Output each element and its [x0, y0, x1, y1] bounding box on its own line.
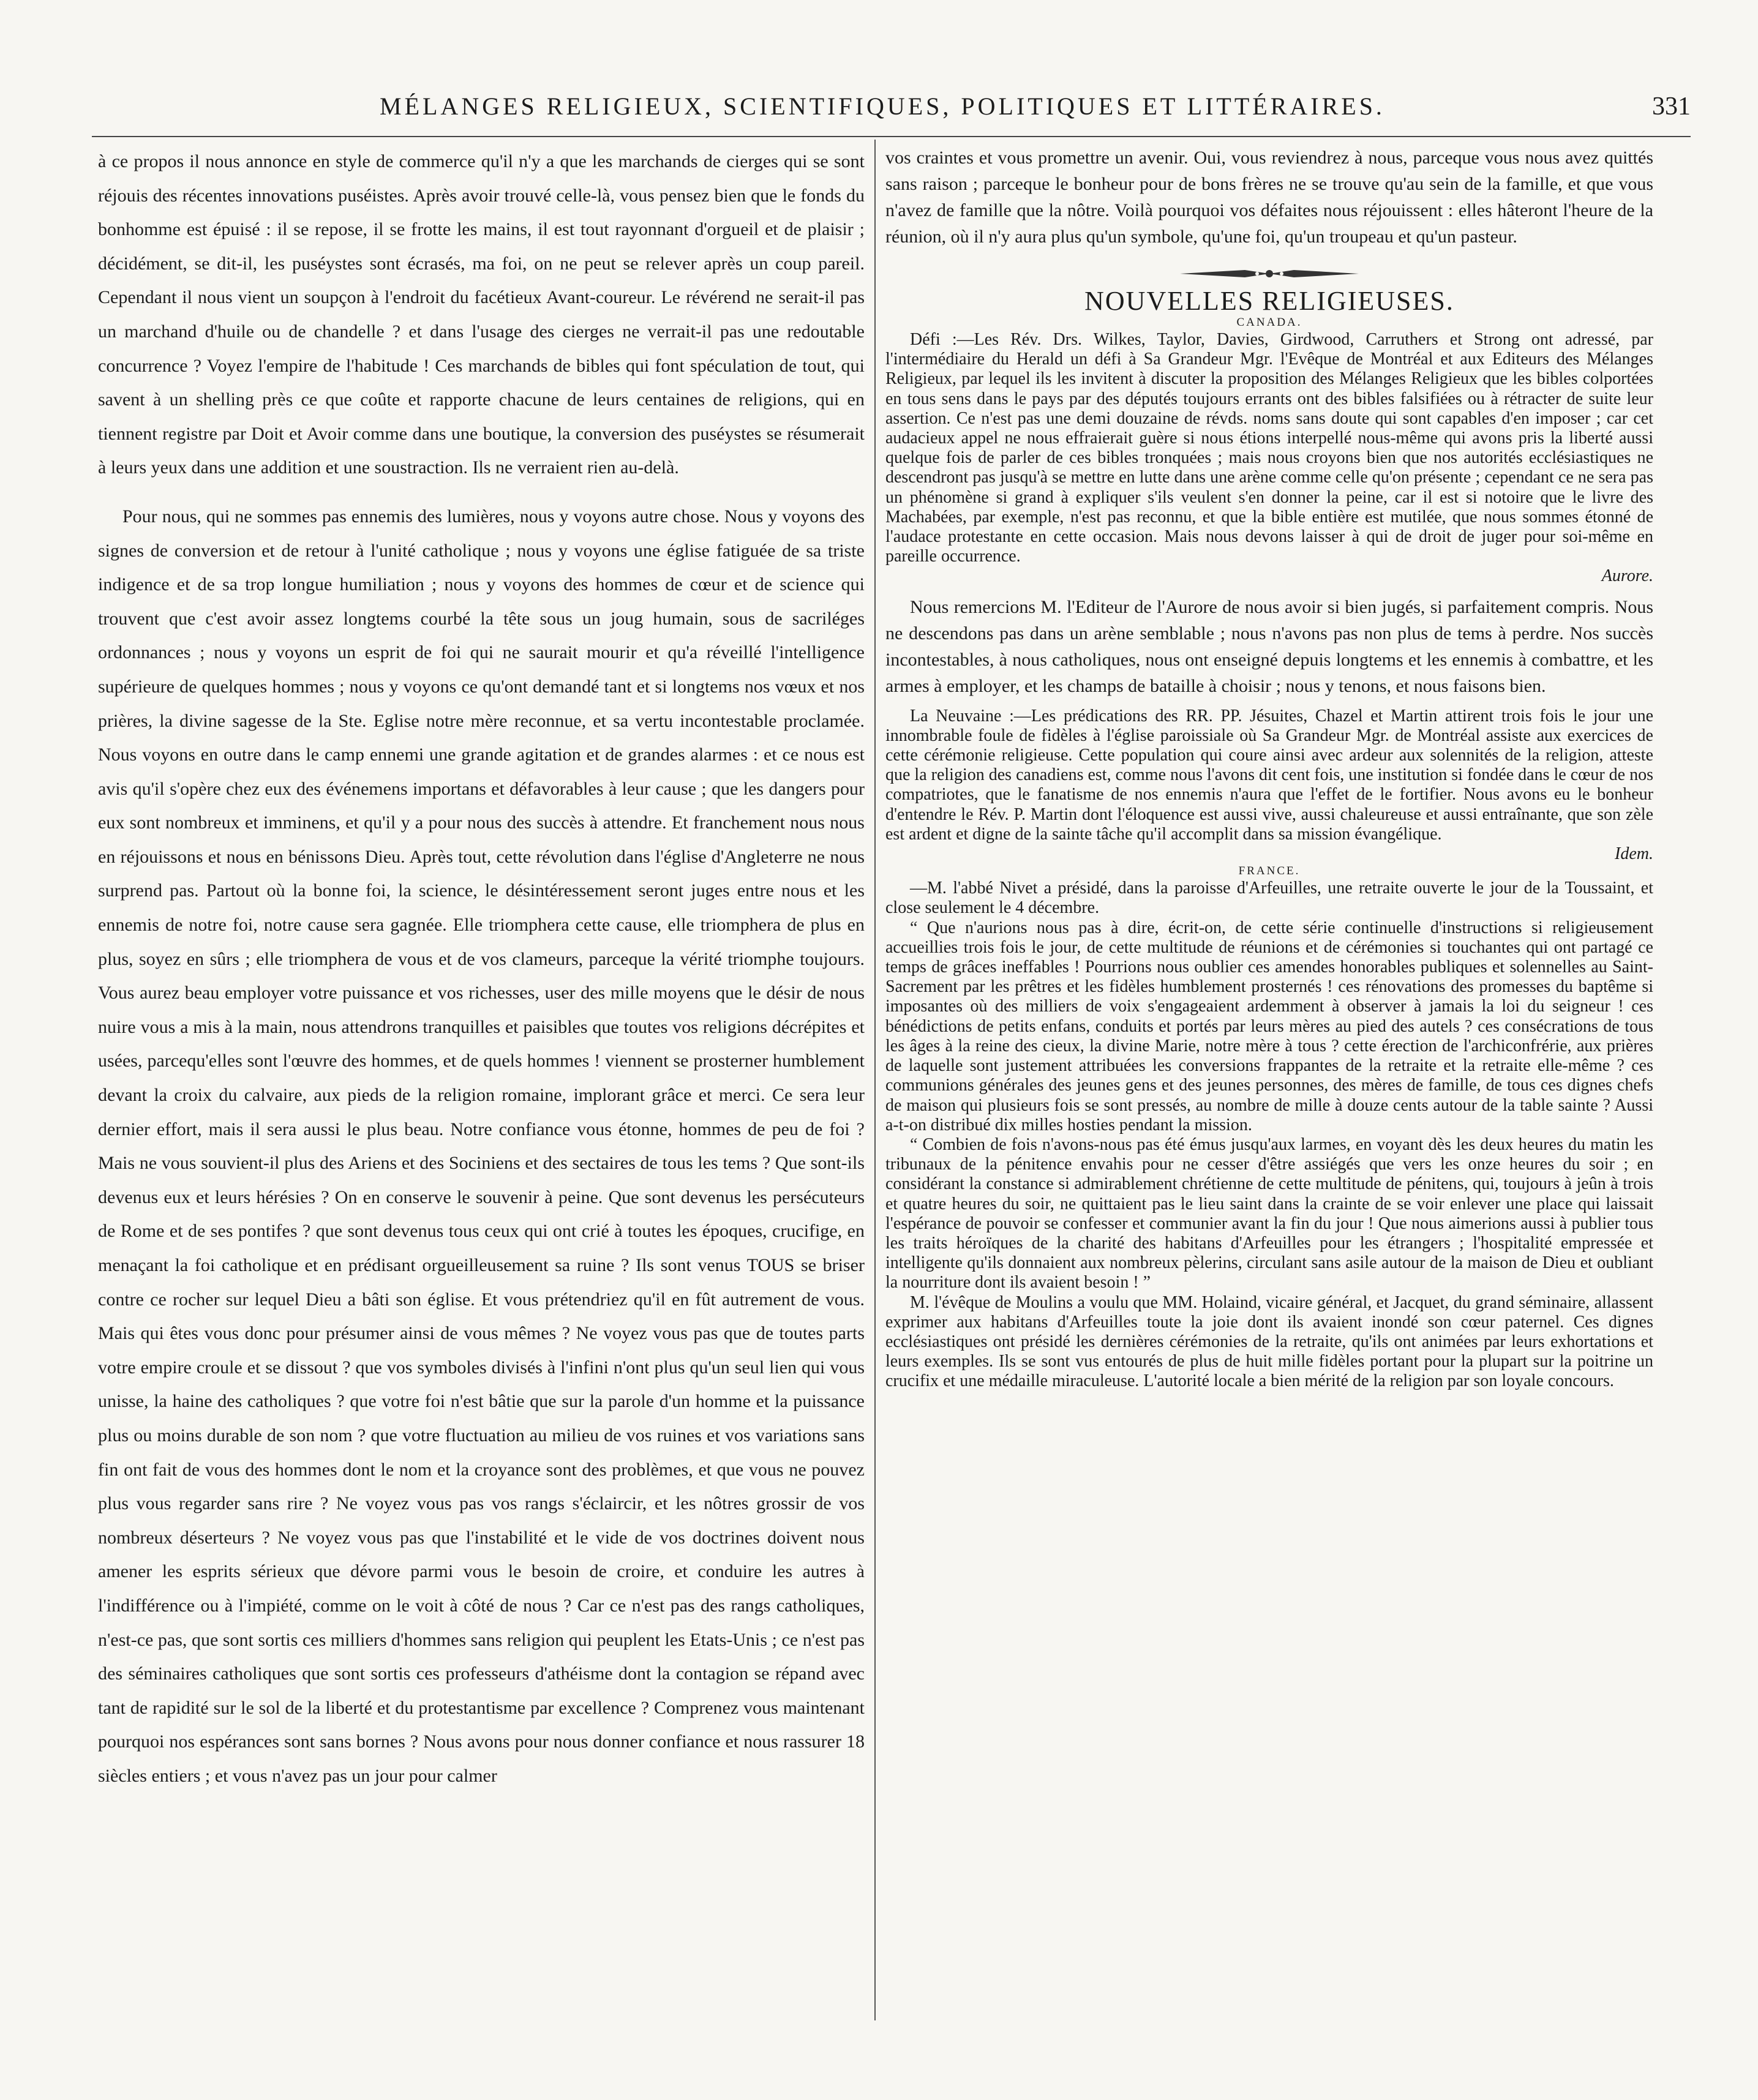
news-item-defi: Défi :—Les Rév. Drs. Wilkes, Taylor, Davies, Girdwood, Carruthers et Strong ont adressé, par l'intermédiaire du Herald un défi à Sa Grandeur Mgr. l'Evêque de Montréal et aux Editeurs des Mélanges Religieux, par lequel ils les invitent à discuter la proposition des Mélanges Religieux que les bibles colportées en tous sens dans le pays par des députés toujours errants ont des bibles falsifiées ou à rétracter de suite leur assertion. Ce n'est pas une demi douzaine de révds. noms sans doute qui sont capables d'en imposer ; car cet audacieux appel ne nous effraierait guère si nous étions interpellé nous-même qui avons pris la liberté aussi quelque fois de parler de ces bibles tronquées ; mais nous croyons bien que nos autorités ecclésiastiques ne descendront pas jusqu'à se mettre en lutte dans une arène comme celle qu'on présente ; cependant ce ne sera pas un phénomène si grand à expliquer s'ils veulent s'en donner la peine, car il est si notoire que le livre des Machabées, par exemple, n'est pas reconnu, et que la bible entière est mutilée, que nous sommes étonné de l'audace protestante en cette occasion. Mais nous devons laisser à qui de droit de juger pour soi-même en pareille occurrence.: [885, 330, 1653, 566]
article-continuation: vos craintes et vous promettre un avenir. Oui, vous reviendrez à nous, parceque vous nous avez quittés sans raison ; parceque le bonheur pour de bons frères ne se trouve qu'au sein de la famille, et que vous n'avez de famille que la nôtre. Voilà pourquoi vos défaites nous réjouissent : elles hâteront l'heure de la réunion, où il n'y aura plus qu'un symbole, qu'une foi, qu'un troupeau et qu'un pasteur.: [885, 148, 1653, 247]
news-item-france: “ Que n'aurions nous pas à dire, écrit-on, de cette série continuelle d'instructions si religieusement accueillies trois fois le jour, de cette multitude de réunions et de cérémonies si touchantes qui ont partagé ce temps de grâces ineffables ! Pourrions nous oublier ces amendes honorables publiques et solennelles au Saint-Sacrement par les prêtres et les fidèles humblement prosternés ! ces rénovations des promesses du baptême si imposantes où des milliers de voix s'engageaient ardemment à observer à jamais la loi du seigneur ! ces bénédictions de petits enfans, conduits et portés par leurs mères au pied des autels ? ces consécrations de tous les âges à la reine des cieux, la divine Marie, notre mère à tous ? cette érection de l'archiconfrérie, aux prières de laquelle sont justement attribuées les conversions frappantes de la retraite et la retraite elle-même ? ces communions générales des jeunes gens et des jeunes personnes, des mères de famille, de tous ces dignes chefs de maison qui plusieurs fois se sont pressés, au nombre de mille à douze cents autour de la table sainte ? Aussi a-t-on distribué dix milles hosties pendant la mission.: [885, 918, 1653, 1134]
news-item-remerciement: Nous remercions M. l'Editeur de l'Aurore de nous avoir si bien jugés, si parfaitement compris. Nous ne descendons pas dans un arène semblable ; nous n'avons pas non plus de tems à perdre. Nos succès incontestables, à nous catholiques, nous ont enseigné depuis longtems et les ennemis à combattre, et les armes à employer, et les champs de bataille à choisir ; nous y tenons, et nous faisons bien.: [885, 596, 1653, 696]
article-paragraph: Pour nous, qui ne sommes pas ennemis des lumières, nous y voyons autre chose. Nous y voyons des signes de conversion et de retour à l'unité catholique ; nous y voyons une église fatiguée de sa triste indigence et de sa trop longue humiliation ; nous y voyons des hommes de cœur et de science qui trouvent que c'est avoir assez longtems courbé la tête sous un joug humain, sous de sacriléges ordonnances ; nous y voyons un esprit de foi qui ne saurait mourir et qu'a réveillé l'intelligence supérieure de quelques hommes ; nous y voyons ce qu'ont demandé tant et si longtems nos vœux et nos prières, la divine sagesse de la Ste. Eglise notre mère reconnue, et sa vertu incontestable proclamée. Nous voyons en outre dans le camp ennemi une grande agitation et de grandes alarmes : et ce nous est avis qu'il s'opère chez eux des événemens importans et défavorables à leur cause ; que les dangers pour eux sont nombreux et imminens, et qu'il y a pour nous des succès à attendre. Et franchement nous nous en réjouissons et nous en bénissons Dieu. Après tout, cette révolution dans l'église d'Angleterre ne nous surprend pas. Partout où la bonne foi, la science, le désintéressement seront juges entre nous et les ennemis de notre foi, notre cause sera gagnée. Elle triomphera cette cause, elle triomphera de plus en plus, soyez en sûrs ; elle triomphera de vous et de vos clameurs, parceque la vérité triomphe toujours. Vous aurez beau employer votre puissance et vos richesses, user des mille moyens que le désir de nous nuire vous a mis à la main, nous attendrons tranquilles et paisibles que toutes vos religions décrépites et usées, parcequ'elles sont l'œuvre des hommes, et de quels hommes ! viennent se prosterner humblement devant la croix du calvaire, aux pieds de la religion romaine, implorant grâce et merci. Ce sera leur dernier effort, mais il sera aussi le plus beau. Notre confiance vous étonne, hommes de peu de foi ? Mais ne vous souvient-il plus des Ariens et des Sociniens et des sectaires de tous les tems ? Que sont-ils devenus eux et leurs hérésies ? On en conserve le souvenir à peine. Que sont devenus les persécuteurs de Rome et de ses pontifes ? que sont devenus tous ceux qui ont crié à toutes les époques, crucifige, en menaçant la foi catholique et en prédisant orgueilleusement sa ruine ? Ils sont venus TOUS se briser contre ce rocher sur lequel Dieu a bâti son église. Et vous prétendriez qu'il en fût autrement de vous. Mais qui êtes vous donc pour présumer ainsi de vous mêmes ? Ne voyez vous pas que de toutes parts votre empire croule et se dissout ? que vos symboles divisés à l'infini n'ont plus qu'un seul lien qui vous unisse, la haine des catholiques ? que votre foi n'est bâtie que sur la parole d'un homme et la puissance plus ou moins durable de son nom ? que votre fluctuation au milieu de vos ruines et vos variations sans fin ont fait de vous des hommes dont le nom et la croyance sont des problèmes, et que vous ne pouvez plus vous regarder sans rire ? Ne voyez vous pas vos rangs s'éclaircir, et les nôtres grossir de vos nombreux déserteurs ? Ne voyez vous pas que l'instabilité et le vide de vos doctrines doivent nous amener les esprits sérieux que dévore parmi vous le besoin de croire, et conduire les autres à l'indifférence ou à l'impiété, comme on le voit à côté de nous ? Car ce n'est pas des rangs catholiques, n'est-ce pas, que sont sortis ces milliers d'hommes sans religion qui peuplent les Etats-Unis ; ce n'est pas des séminaires catholiques que sont sortis ces professeurs d'athéisme dont la contagion se répand avec tant de rapidité sur le sol de la liberté et du protestantisme par excellence ? Comprenez vous maintenant pourquoi nos espérances sont sans bornes ? Nous avons pour nous donner confiance et nous rassurer 18 siècles entiers ; et vous n'avez pas un jour pour calmer: [98, 506, 865, 1786]
running-head: [92, 92, 1691, 135]
article-paragraph: à ce propos il nous annonce en style de commerce qu'il n'y a que les marchands de cierges qui se sont réjouis des récentes innovations puséistes. Après avoir trouvé celle-là, vous pensez bien que le fonds du bonhomme est épuisé : il se repose, il se frotte les mains, il est tout rayonnant d'orgueil et de plaisir ; décidément, se dit-il, les puséystes sont écrasés, ma foi, on ne peut se relever après un coup pareil. Cependant il nous vient un soupçon à l'endroit du facétieux Avant-coureur. Le révérend ne serait-il pas un marchand d'huile ou de chandelle ? et dans l'usage des cierges ne verrait-il pas une redoutable concurrence ? Voyez l'empire de l'habitude ! Ces marchands de bibles qui font spéculation de tout, qui savent à un shelling près ce que coûte et rapporte chacune de leurs centaines de religions, qui en tiennent registre par Doit et Avoir comme dans une boutique, la conversion des puséystes se résumerait à leurs yeux dans une addition et une soustraction. Ils ne verraient rien au-delà.: [98, 151, 865, 478]
right-column: [885, 144, 1653, 2024]
news-item-france: “ Combien de fois n'avons-nous pas été émus jusqu'aux larmes, en voyant dès les deux heures du matin les tribunaux de la pénitence envahis pour ne cesser d'être assiégés que vers les onze heures du soir ; en considérant la constance si admirablement chrétienne de cette multitude de pénitens, qui, toujours à jeûn à trois et quatre heures du soir, ne quittaient pas le lieu saint dans la crainte de se voir enlever une place qui laissait l'espérance de pouvoir se confesser et communier avant la fin du jour ! Que nous aimerions aussi à publier tous les traits héroïques de la charité des habitans d'Arfeuilles pour les étrangers ; l'hospitalité empressée et intelligente qu'ils donnaient aux nombreux pèlerins, circulant sans asile autour de la maison de Dieu et oubliant la nourriture dont ils avaient besoin ! ”: [885, 1134, 1653, 1292]
subhead-canada: CANADA.: [1236, 316, 1302, 329]
left-column: [98, 144, 865, 2024]
page-number: 331: [1652, 92, 1691, 121]
news-item-france: —M. l'abbé Nivet a présidé, dans la paroisse d'Arfeuilles, une retraite ouverte le jour de la Toussaint, et close seulement le 4 décembre.: [885, 879, 1653, 918]
source-signature: Idem.: [1615, 844, 1653, 864]
source-signature: Aurore.: [1601, 566, 1653, 586]
ornament-divider: [885, 267, 1653, 283]
subhead-france: FRANCE.: [1238, 864, 1301, 878]
news-item-france: M. l'évêque de Moulins a voulu que MM. Holaind, vicaire général, et Jacquet, du grand séminaire, allassent exprimer aux habitans d'Arfeuilles toute la joie dont ils avaient inondé son cœur paternel. Ces dignes ecclésiastiques ont présidé les dernières cérémonies de la retraite, qu'ils ont animées par leurs exhortations et leurs exemples. Ils se sont vus entourés de plus de huit mille fidèles portant pour la plupart sur la poitrine un crucifix et une médaille miraculeuse. L'autorité locale a bien mérité de la religion par son loyale concours.: [885, 1292, 1653, 1391]
section-title: NOUVELLES RELIGIEUSES.: [1084, 286, 1454, 316]
news-item-neuvaine: La Neuvaine :—Les prédications des RR. PP. Jésuites, Chazel et Martin attirent trois fois le jour une innombrable foule de fidèles à l'église paroissiale où Sa Grandeur Mgr. de Montréal assiste aux exercices de cette cérémonie religieuse. Cette population qui coure ainsi avec ardeur aux solennités de la religion, atteste que la religion des canadiens est, comme nous l'avons dit cent fois, une institution si fondée dans le cœur de nos compatriotes, que le fanatisme de nos ennemis n'aura que l'effet de le fortifier. Nous avons eu le bonheur d'entendre le Rév. P. Martin dont l'éloquence est aussi vive, aussi chaleureuse et aussi entraînante, que son zèle est ardent et digne de la sainte tâche qu'il accomplit dans sa mission évangélique.: [885, 706, 1653, 844]
running-title: MÉLANGES RELIGIEUX, SCIENTIFIQUES, POLITIQUES ET LITTÉRAIRES.: [380, 92, 1385, 120]
header-rule: [92, 136, 1691, 137]
column-divider: [874, 140, 876, 2020]
ornament-icon: [1178, 267, 1361, 280]
